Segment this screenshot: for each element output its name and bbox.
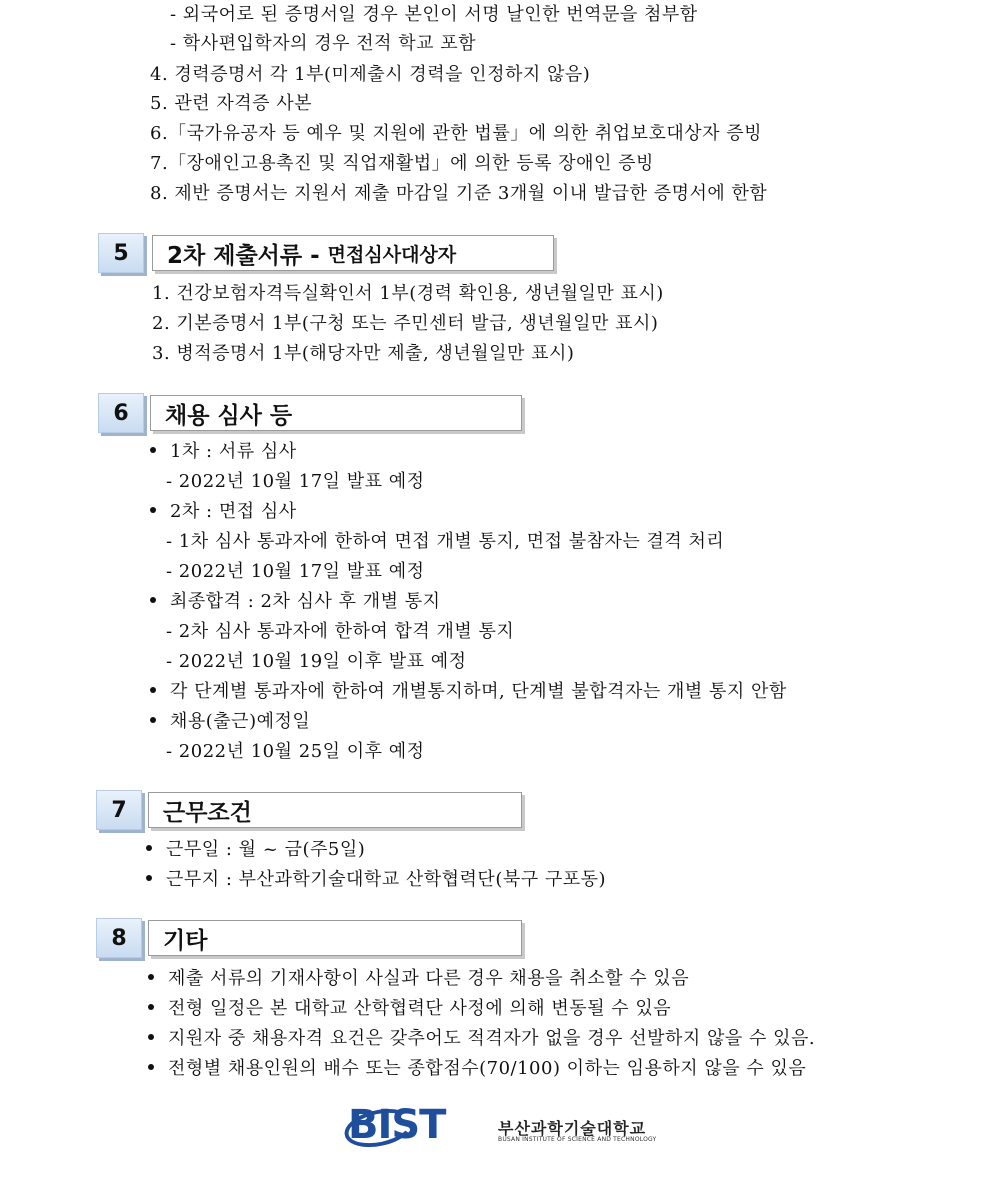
doc-line: - 2차 심사 통과자에 한하여 합격 개별 통지	[166, 621, 515, 642]
list-item	[150, 591, 441, 613]
doc-line: - 학사편입학자의 경우 전적 학교 포함	[170, 33, 477, 54]
doc-line: - 1차 심사 통과자에 한하여 면접 개별 통지, 면접 불참자는 결격 처리	[166, 531, 725, 552]
section-title: 기타	[163, 927, 208, 954]
bullet-icon	[148, 1004, 154, 1010]
list-item	[146, 839, 365, 861]
bullet-icon	[150, 717, 156, 723]
bullet-icon	[150, 687, 156, 693]
doc-line: 2. 기본증명서 1부(구청 또는 주민센터 발급, 생년월일만 표시)	[152, 313, 659, 334]
section-title: 2차 제출서류 -	[167, 242, 320, 269]
section-heading	[152, 235, 554, 271]
list-item-text: 전형 일정은 본 대학교 산학협력단 사정에 의해 변동될 수 있음	[168, 998, 672, 1019]
list-item-text: 근무일 : 월 ~ 금(주5일)	[166, 839, 366, 860]
section-number: 6	[98, 393, 144, 433]
bullet-icon	[150, 447, 156, 453]
doc-line: - 외국어로 된 증명서일 경우 본인이 서명 날인한 번역문을 첨부함	[170, 4, 698, 25]
section-number: 7	[96, 790, 142, 830]
list-item	[148, 1028, 815, 1050]
list-item-text: 채용(출근)예정일	[170, 711, 311, 732]
logo-mark: BIST	[348, 1102, 446, 1148]
bullet-icon	[148, 1064, 154, 1070]
doc-line: 5. 관련 자격증 사본	[150, 93, 313, 114]
bullet-icon	[146, 875, 152, 881]
doc-line: - 2022년 10월 17일 발표 예정	[166, 471, 425, 492]
bullet-icon	[146, 845, 152, 851]
list-item-text: 2차 : 면접 심사	[170, 501, 297, 522]
list-item	[146, 869, 606, 891]
logo-name-kr: 부산과학기술대학교	[498, 1119, 647, 1138]
bullet-icon	[150, 597, 156, 603]
list-item	[150, 711, 310, 733]
doc-line: - 2022년 10월 19일 이후 발표 예정	[166, 651, 467, 672]
section-heading	[148, 920, 522, 956]
list-item	[148, 968, 689, 990]
section-heading	[150, 395, 522, 431]
list-item-text: 1차 : 서류 심사	[170, 441, 297, 462]
section-number: 5	[98, 233, 144, 273]
list-item-text: 지원자 중 채용자격 요건은 갖추어도 적격자가 없을 경우 선발하지 않을 수 있음.	[168, 1028, 816, 1049]
list-item	[148, 1058, 806, 1080]
doc-line: 1. 건강보험자격득실확인서 1부(경력 확인용, 생년월일만 표시)	[152, 283, 664, 304]
section-number: 8	[96, 918, 142, 958]
list-item	[150, 681, 787, 703]
doc-line: 6.「국가유공자 등 예우 및 지원에 관한 법률」에 의한 취업보호대상자 증빙	[150, 123, 763, 144]
bullet-icon	[148, 1034, 154, 1040]
doc-line: 8. 제반 증명서는 지원서 제출 마감일 기준 3개월 이내 발급한 증명서에 한함	[150, 183, 768, 204]
bullet-icon	[148, 974, 154, 980]
university-logo	[348, 1102, 668, 1152]
doc-line: - 2022년 10월 17일 발표 예정	[166, 561, 425, 582]
doc-line: 4. 경력증명서 각 1부(미제출시 경력을 인정하지 않음)	[150, 64, 591, 85]
list-item-text: 제출 서류의 기재사항이 사실과 다른 경우 채용을 취소할 수 있음	[168, 968, 690, 989]
list-item-text: 최종합격 : 2차 심사 후 개별 통지	[170, 591, 441, 612]
list-item-text: 근무지 : 부산과학기술대학교 산학협력단(북구 구포동)	[166, 869, 607, 890]
section-heading	[148, 792, 522, 828]
logo-name-en: BUSAN INSTITUTE OF SCIENCE AND TECHNOLOGY	[498, 1136, 657, 1143]
bullet-icon	[150, 507, 156, 513]
list-item	[148, 998, 671, 1020]
list-item	[150, 441, 297, 463]
list-item-text: 각 단계별 통과자에 한하여 개별통지하며, 단계별 불합격자는 개별 통지 안함	[170, 681, 787, 702]
doc-line: 7.「장애인고용촉진 및 직업재활법」에 의한 등록 장애인 증빙	[150, 153, 654, 174]
list-item-text: 전형별 채용인원의 배수 또는 종합점수(70/100) 이하는 임용하지 않을 수 있음	[168, 1058, 807, 1079]
section-subtitle: 면접심사대상자	[327, 243, 457, 266]
section-title: 채용 심사 등	[165, 402, 293, 429]
doc-line: 3. 병적증명서 1부(해당자만 제출, 생년월일만 표시)	[152, 343, 575, 364]
section-title: 근무조건	[163, 799, 252, 826]
list-item	[150, 501, 297, 523]
doc-line: - 2022년 10월 25일 이후 예정	[166, 741, 425, 762]
